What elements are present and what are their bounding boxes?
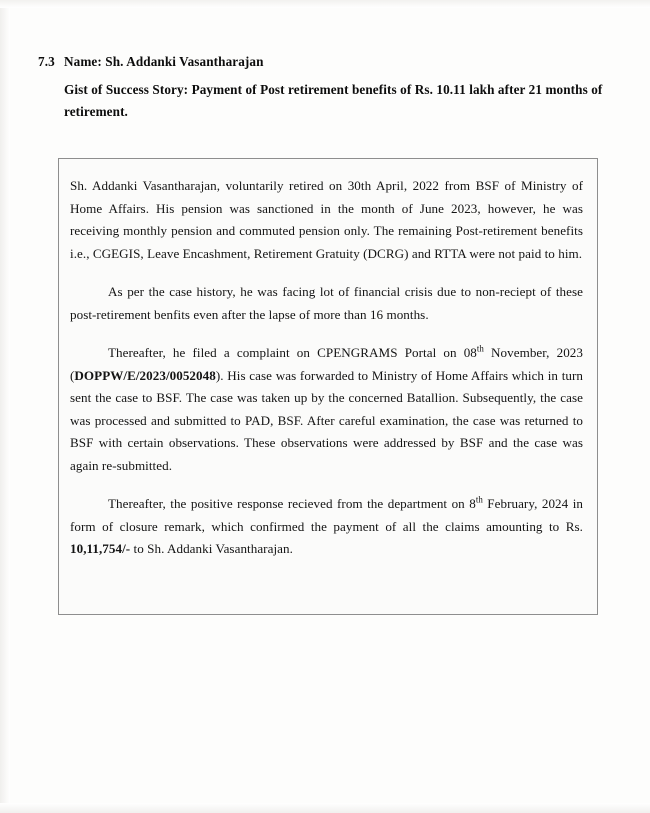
gist-label: Gist of Success Story: [64,82,189,98]
story-paragraph-3 [70,342,583,477]
story-paragraph-2: As per the case history, he was facing lot of financial crisis due to non-reciept of these post-retirement benfits even after the lapse of more than 16 months. [70,284,583,322]
name-value: Sh. Addanki Vasantharajan [105,54,264,69]
claim-amount: 10,11,754/- [70,541,131,557]
p4-superscript-1: th [475,494,483,505]
p4-text-3: to Sh. Addanki Vasantharajan. [130,541,293,557]
p4-text-2: February, 2024 in form of closure remark, which confirmed the payment of all the claims amounting to Rs. [70,496,583,534]
p3-text-1: Thereafter, he filed a complaint on CPENGRAMS Portal on 08 [108,345,477,361]
gist-heading [38,79,608,123]
name-label: Name: [64,54,102,69]
p4-text-1: Thereafter, the positive response recieved from the department on 8 [108,496,476,512]
heading-block [38,52,608,123]
name-heading [38,52,608,72]
section-number: 7.3 [38,54,55,69]
gist-text: Payment of Post retirement benefits of Rs. 10.11 lakh after 21 months of retirement. [64,82,603,120]
p3-text-2: November, 2023 ( [70,345,583,383]
p3-text-3: ). His case was forwarded to Ministry of Home Affairs which in turn sent the case to BSF. The case was taken up by the concerned Batallion. Subsequently, the case was processed and submitted to PAD, BSF. After careful examination, the case was returned to BSF with certain observations. These observations were addressed by BSF and the case was again re-submitted. [70,367,583,473]
story-paragraph-4 [70,493,583,561]
p3-superscript-1: th [476,343,484,354]
grievance-registration-number: DOPPW/E/2023/0052048 [74,367,216,383]
story-paragraph-1: Sh. Addanki Vasantharajan, voluntarily retired on 30th April, 2022 from BSF of Ministry of Home Affairs. His pension was sanctioned in the month of June 2023, however, he was receiving monthly pension and commuted pension only. The remaining Post-retirement benefits i.e., CGEGIS, Leave Encashment, Retirement Gratuity (DCRG) and RTTA were not paid to him. [70,178,583,261]
success-story-box [58,158,598,615]
